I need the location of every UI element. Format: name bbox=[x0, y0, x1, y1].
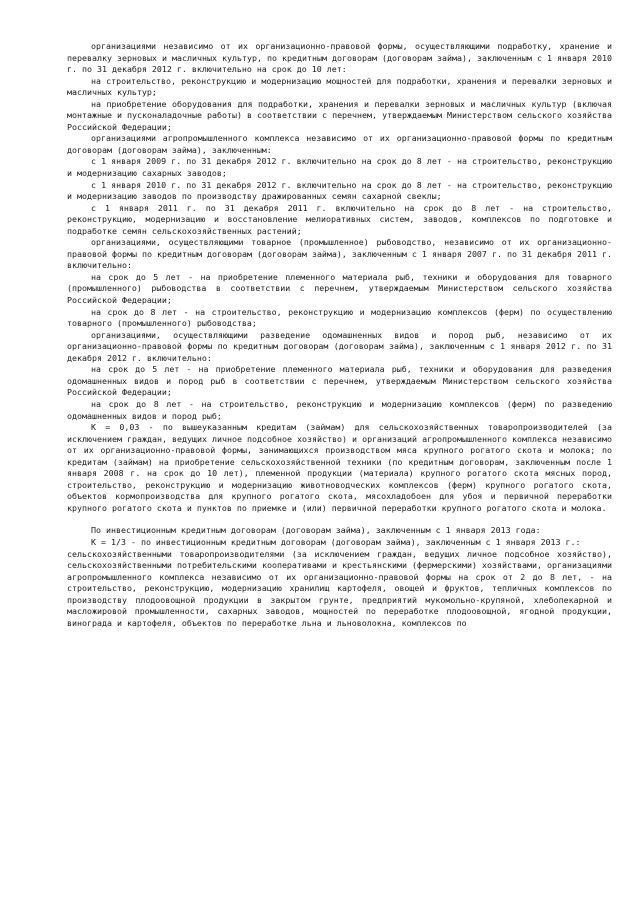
paragraph-grain-organizations: организациями независимо от их организационно-правовой формы, осуществляющими подработку, хранение и перевалку зерновых и масличных культур, по кредитным договорам (договорам займа), заключенным с 1 января 2010 г. по 31 декабря 2012 г. включительно на срок до 10 лет: bbox=[67, 41, 612, 75]
paragraph-producers-2-to-8-years: сельскохозяйственными товаропроизводителями (за исключением граждан, ведущих личное подсобное хозяйство), сельскохозяйственными потребительскими кооперативами и крестьянскими (фермерскими) хозяйствами, организациями агропромышленного комплекса независимо от их организационно-правовой формы на срок от 2 до 8 лет, - на строительство, реконструкцию, модернизацию хранилищ картофеля, овощей и фруктов, тепличных комплексов по производству плодоовощной продукции в закрытом грунте, предприятий мукомольно-крупяной, хлебопекарной и масложировой промышленности, сахарных заводов, мощностей по переработке плодоовощной, ягодной продукции, винограда и картофеля, объектов по переработке льна и льноволокна, комплексов по bbox=[67, 548, 612, 628]
paragraph-fish-farming-organizations: организациями, осуществляющими товарное (промышленное) рыбоводство, независимо от их организационно-правовой формы по кредитным договорам (договорам займа), заключенным с 1 января 2007 г. по 31 декабря 2011 г. включительно: bbox=[67, 237, 612, 271]
paragraph-sugar-plants: с 1 января 2009 г. по 31 декабря 2012 г. включительно на срок до 8 лет - на строительство, реконструкцию и модернизацию сахарных заводов; bbox=[67, 156, 612, 179]
paragraph-coefficient-0-03: К = 0,03 - по вышеуказанным кредитам (займам) для сельскохозяйственных товаропроизводителей (за исключением граждан, ведущих личное подсобное хозяйство) и организаций агропромышленного комплекса независимо от их организационно-правовой формы, занимающихся производством мяса крупного рогатого скота и молока; по кредитам (займам) на приобретение сельскохозяйственной техники (по кредитным договорам, заключенным после 1 января 2008 г. на срок до 10 лет), племенной продукции (материала) крупного рогатого скота мясных пород, строительство, реконструкцию и модернизацию животноводческих комплексов (ферм) крупного рогатого скота, объектов кормопроизводства для крупного рогатого скота, мясохладобоен для убоя и первичной переработки крупного рогатого скота и пунктов по приемке и (или) первичной переработки крупного рогатого скота и молока. bbox=[67, 422, 612, 513]
paragraph-grain-construction: на строительство, реконструкцию и модернизацию мощностей для подработки, хранения и перевалки зерновых и масличных культур; bbox=[67, 75, 612, 98]
paragraph-fish-farming-8-years: на срок до 8 лет - на строительство, реконструкцию и модернизацию комплексов (ферм) по осуществлению товарного (промышленного) рыбоводства; bbox=[67, 306, 612, 329]
paragraph-grain-equipment: на приобретение оборудования для подработки, хранения и перевалки зерновых и масличных культур (включая монтажные и пусконаладочные работы) в соответствии с перечнем, утверждаемым Министерством сельского хозяйства Российской Федерации; bbox=[67, 98, 612, 132]
paragraph-fish-breeding-organizations: организациями, осуществляющими разведение одомашненных видов и пород рыб, независимо от их организационно-правовой формы по кредитным договорам (договорам займа), заключенным с 1 января 2012 г. по 31 декабря 2012 г. включительно: bbox=[67, 329, 612, 363]
paragraph-sugar-beet-seeds: с 1 января 2010 г. по 31 декабря 2012 г. включительно на срок до 8 лет - на строительство, реконструкцию и модернизацию заводов по производству дражированных семян сахарной свеклы; bbox=[67, 179, 612, 202]
paragraph-fish-breeding-8-years: на срок до 8 лет - на строительство, реконструкцию и модернизацию комплексов (ферм) по разведению одомашненных видов и пород рыб; bbox=[67, 398, 612, 421]
paragraph-investment-2013-heading: По инвестиционным кредитным договорам (договорам займа), заключенным с 1 января 2013 года: bbox=[91, 525, 541, 536]
paragraph-fish-farming-5-years: на срок до 5 лет - на приобретение племенного материала рыб, техники и оборудования для товарного (промышленного) рыбоводства в соответствии с перечнем, утверждаемым Министерством сельского хозяйства Российской Федерации; bbox=[67, 271, 612, 306]
paragraph-agro-organizations: организациями агропромышленного комплекса независимо от их организационно-правовой формы по кредитным договорам (договорам займа), заключенным: bbox=[67, 133, 612, 155]
paragraph-melioration: с 1 января 2011 г. по 31 декабря 2011 г. включительно на срок до 8 лет - на строительство, реконструкцию, модернизацию и восстановление мелиоративных систем, заводов, комплексов по подготовке и подработке семян сельскохозяйственных растений; bbox=[67, 202, 612, 236]
paragraph-fish-breeding-5-years: на срок до 5 лет - на приобретение племенного материала рыб, техники и оборудования для разведения одомашненных видов и пород рыб в соответствии с перечнем, утверждаемым Министерством сельского хозяйства Российской Федерации; bbox=[67, 364, 612, 398]
paragraph-coefficient-1-3: К = 1/3 - по инвестиционным кредитным договорам (договорам займа), заключенным с 1 января 2013 г.: bbox=[91, 536, 581, 547]
